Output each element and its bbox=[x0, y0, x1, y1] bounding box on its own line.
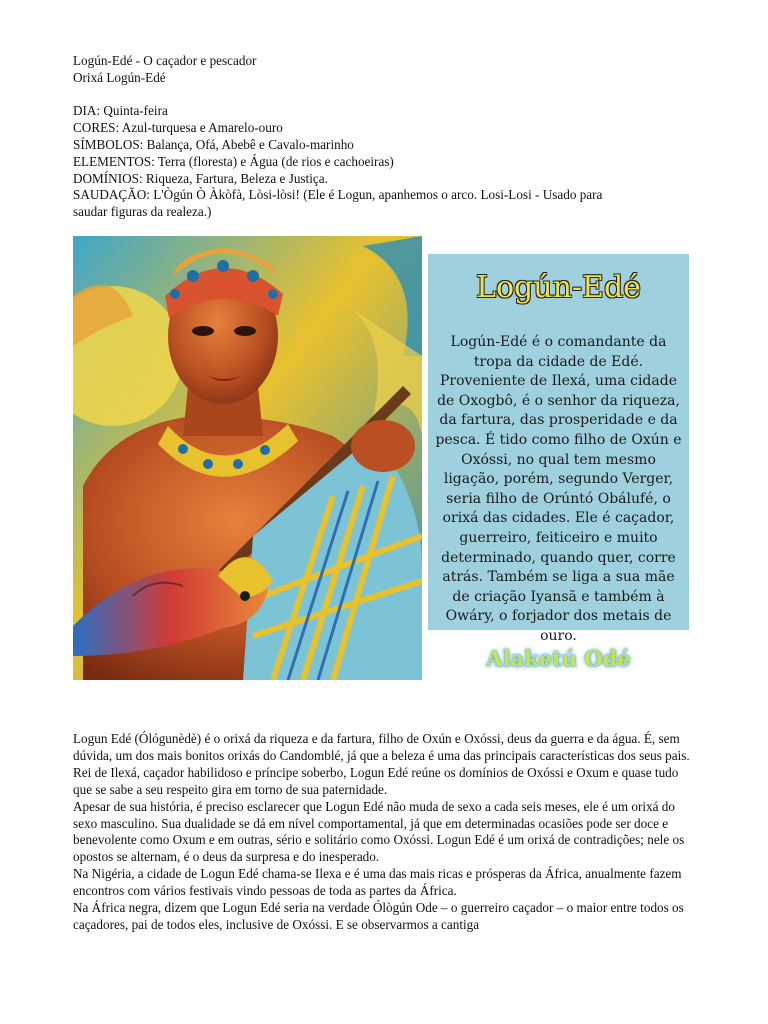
document-subtitle: Orixá Logún-Edé bbox=[73, 70, 166, 85]
body-text bbox=[73, 731, 697, 934]
attribute-simbolos: SÍMBOLOS: Balança, Ofá, Abebê e Cavalo-marinho bbox=[73, 137, 354, 152]
paragraph: Na Nigéria, a cidade de Logun Edé chama-se Ilexa e é uma das mais ricas e prósperas da África, anualmente fazem encontros com vários festivais vindo pessoas de toda as partes da África. bbox=[73, 866, 682, 899]
paragraph: Logun Edé (Ólógunèdè) é o orixá da riqueza e da fartura, filho de Oxún e Oxóssi, deus da guerra e da água. É, sem dúvida, um dos mais bonitos orixás do Candomblé, já que a beleza é uma das principais características dos seus pais. bbox=[73, 731, 690, 763]
paragraph: Rei de Ilexá, caçador habilidoso e príncipe soberbo, Logun Edé reúne os domínios de Oxóssi e Oxum e quase tudo que se sabe a seu respeito gira em torno de sua paternidade. bbox=[73, 764, 679, 797]
attribute-dia: DIA: Quinta-feira bbox=[73, 103, 168, 118]
caption-text: Logún-Edé é o comandante da tropa da cidade de Edé. Proveniente de Ilexá, uma cidade de Oxogbô, é o senhor da riqueza, da fartura, das prosperidade e da pesca. É tido como filho de Oxún e Oxóssi, no qual tem mesmo ligação, porém, segundo Verger, seria filho de Orúntó Obálufé, o orixá das cidades. Ele é caçador, guerreiro, feiticeiro e muito determinado, quando quer, corre atrás. Também se liga a sua mãe de criação Iyansã e também à Owáry, o forjador dos metais de ouro. bbox=[435, 334, 682, 644]
illustration-figure bbox=[73, 236, 695, 682]
attribute-saudacao: SAUDAÇÃO: L'Ògún Ò Àkòfà, Lòsi-lòsi! (Ele é Logun, apanhemos o arco. Losi-Losi - Usado para bbox=[73, 187, 603, 202]
attribute-dominios: DOMÍNIOS: Riqueza, Fartura, Beleza e Justiça. bbox=[73, 171, 328, 186]
paragraph: Apesar de sua história, é preciso esclarecer que Logun Edé não muda de sexo a cada seis meses, ele é um orixá do sexo masculino. Sua dualidade se dá em nível comportamental, já que em determinadas ocasiões pode ser doce e benevolente como Oxum e em outras, sério e solitário como Oxóssi. Logun Edé é um orixá de contradições; nele os opostos se alternam, é o deus da surpresa e do inesperado. bbox=[73, 798, 685, 865]
attribute-elementos: ELEMENTOS: Terra (floresta) e Água (de rios e cachoeiras) bbox=[73, 154, 394, 169]
artist-signature: Alaketú Odé bbox=[486, 646, 631, 671]
orixa-painting bbox=[73, 236, 422, 680]
document-title: Logún-Edé - O caçador e pescador bbox=[73, 53, 257, 68]
attribute-cores: CORES: Azul-turquesa e Amarelo-ouro bbox=[73, 120, 283, 135]
attribute-saudacao-cont: saudar figuras da realeza.) bbox=[73, 204, 212, 219]
paragraph: Na África negra, dizem que Logun Edé seria na verdade Ólògún Ode – o guerreiro caçador – o maior entre todos os caçadores, pai de todos eles, inclusive de Oxóssi. E se observarmos a cantiga bbox=[73, 900, 684, 932]
caption-title: Logún-Edé bbox=[476, 270, 641, 305]
caption-box bbox=[428, 254, 689, 644]
